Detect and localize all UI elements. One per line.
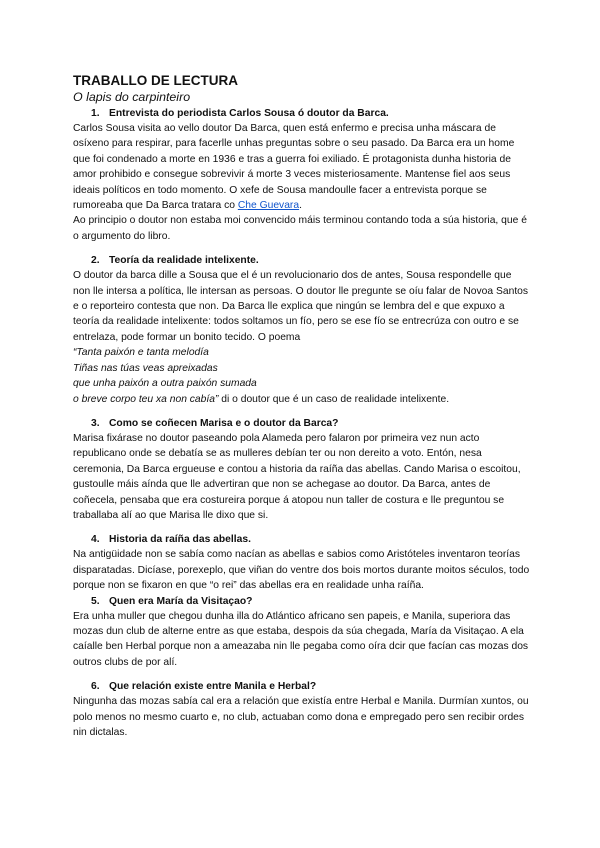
poem-line-4-text: o breve corpo teu xa non cabía”	[73, 393, 219, 405]
section-2-number: 2.	[91, 255, 100, 267]
section-1-heading	[73, 106, 530, 121]
section-2-paragraph: O doutor da barca dille a Sousa que el é un revolucionario dos de antes, Sousa respondelle que non lle intersa a política, lle intersan as persoas. O doutor lle pregunte se oíu falar de Novoa Santos e o reporteiro contesta que non. Da Barca lle explica que ningún se lembra del e que expuxo a teoría da realidade intelixente: todos soltamos un fío, pero se ese fío se entrecrúza con outro e se entrelaza, pode formar un bonito tecido. O poema	[73, 270, 529, 343]
section-4-number: 4.	[91, 534, 100, 546]
section-4-heading-text: Historia da raíña das abellas.	[109, 534, 251, 546]
document-title: TRABALLO DE LECTURA	[73, 73, 238, 88]
section-5-heading	[73, 594, 530, 609]
section-6-paragraph: Ningunha das mozas sabía cal era a relación que existía entre Herbal e Manila. Durmían xuntos, ou polo menos no mesmo cuarto e, no club, actuaban como dona e empregado pero sen recibir ordes nin dictalas.	[73, 696, 529, 738]
section-1-paragraph-2: Ao principio o doutor non estaba moi convencido máis terminou contando toda a súa historia, que é o argumento do libro.	[73, 215, 527, 242]
poem-line-4	[73, 392, 530, 407]
section-4-paragraph: Na antigüidade non se sabía como nacían as abellas e sabios como Aristóteles inventaron teorías disparatadas. Dicíase, porexeplo, que viñan do ventre dos bois mortos durante moitos séculos, todo porque non se fixaron en que “o rei” das abellas era en realidade unha raíña.	[73, 549, 530, 592]
section-2-heading	[73, 253, 530, 268]
section-5-paragraph: Era unha muller que chegou dunha illa do Atlántico africano sen papeis, e Manila, superiora das mozas dun club de alterne entre as que estaba, despois da súa chegada, María da Visitaçao. A ela caíalle ben Herbal porque non a ameazaba nin lle pegaba como oíra dcir que facían cas mozas dos outros clubs de por alí.	[73, 610, 529, 668]
section-1	[73, 106, 530, 244]
section-3-heading-text: Como se coñecen Marisa e o doutor da Barca?	[109, 417, 339, 429]
spacer	[73, 670, 530, 679]
document-subtitle: O lapis do carpinteiro	[73, 90, 191, 104]
section-5-heading-text: Quen era María da Visitaçao?	[109, 595, 253, 607]
section-5	[73, 594, 530, 671]
che-guevara-link[interactable]: Che Guevara	[237, 200, 300, 212]
poem-line-3: que unha paixón a outra paixón sumada	[73, 378, 257, 390]
section-3-paragraph: Marisa fixárase no doutor paseando pola Alameda pero falaron por primeira vez nun acto republicano onde se debatía se as mulleres debían ter ou non dereito a voto. Entón, nesa ceremonia, Da Barca ergueuse e contou a historia da raíña das abellas. Cando Marisa o escoitou, gustoulle máis aínda que lle advertiran que non se achegase ao doutor. Da Barca, antes de coñecela, pensaba que era costureira porque á atopou nun taller de costura e lle preguntou se traballaba alí ao que Marisa lle dixo que si.	[73, 432, 521, 521]
section-1-text-a: Carlos Sousa visita ao vello doutor Da Barca, quen está enfermo e precisa unha máscara de osíxeno para respirar, para facerlle unhas preguntas sobre o seu pasado. Da Barca era un home que foi condenado a morte en 1936 e tras a guerra foi exiliado. É protagonista dunha historia de amor prohibido e consegue sobrevivir á morte 3 veces misteriosamente. Mantense fiel aos seus ideais políticos en todo momento. O xefe de Sousa mandoulle facer a entrevista porque se rumoreaba que Da Barca tratara co	[73, 123, 515, 212]
section-4	[73, 532, 530, 593]
spacer	[73, 244, 530, 253]
section-3-number: 3.	[91, 417, 100, 429]
section-6-number: 6.	[91, 681, 100, 693]
section-1-number: 1.	[91, 108, 100, 119]
section-2-heading-text: Teoría da realidade intelixente.	[109, 255, 259, 267]
section-1-heading-text: Entrevista do periodista Carlos Sousa ó doutor da Barca.	[109, 108, 389, 119]
section-6-heading	[73, 679, 530, 694]
section-3-heading	[73, 416, 530, 431]
section-3	[73, 416, 530, 523]
spacer	[73, 523, 530, 532]
spacer	[73, 407, 530, 416]
section-1-paragraph	[73, 121, 530, 213]
poem-tail: di o doutor que é un caso de realidade intelixente.	[218, 393, 450, 405]
section-6-heading-text: Que relación existe entre Manila e Herbal?	[109, 681, 317, 693]
section-6	[73, 679, 530, 740]
section-1-text-b: .	[299, 200, 302, 212]
section-4-heading	[73, 532, 530, 547]
poem-line-2: Tiñas nas túas veas apreixadas	[73, 362, 218, 374]
section-2	[73, 253, 530, 407]
poem-line-1: “Tanta paixón e tanta melodía	[73, 347, 209, 359]
section-5-number: 5.	[91, 595, 100, 607]
